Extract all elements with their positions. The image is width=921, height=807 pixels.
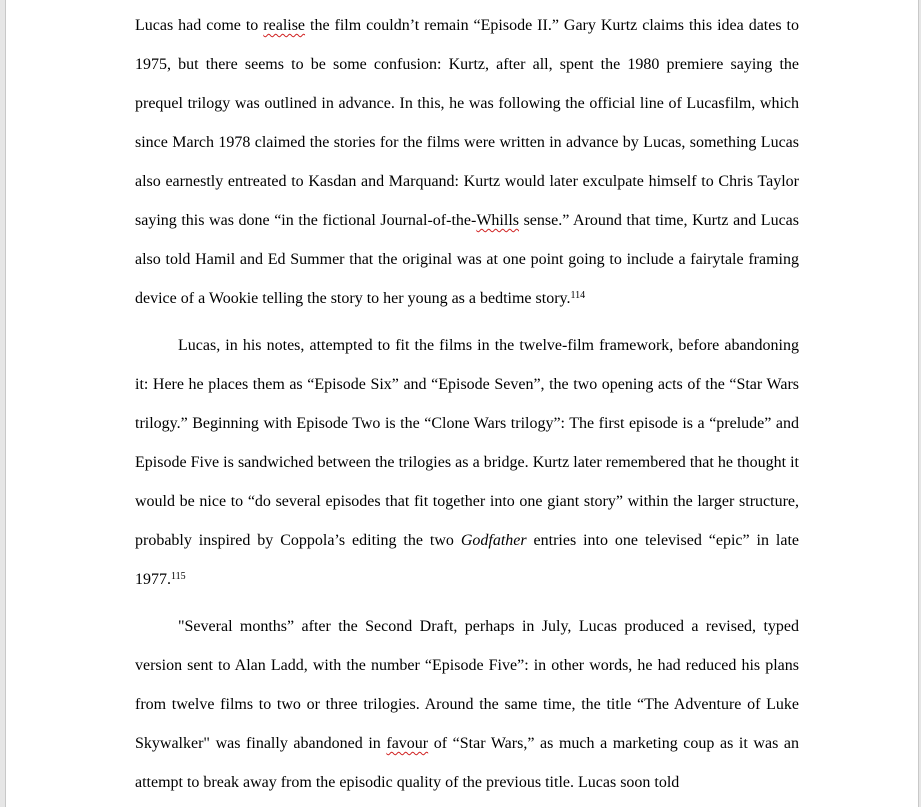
footnote-ref[interactable]: 115	[171, 571, 186, 582]
document-page	[5, 0, 919, 807]
misspelled-word[interactable]: favour	[386, 735, 429, 752]
italic-title: Godfather	[460, 532, 527, 549]
text-run: Lucas had come to	[135, 17, 264, 34]
text-run: of “Star Wars,” as much a marketing coup as it was an attempt to break away from the episodic quality of the previous title. Lucas soon told	[135, 735, 800, 791]
text-run: entries into one televised “epic” in late 1977.	[135, 532, 799, 588]
misspelled-word[interactable]: Whills	[476, 212, 519, 229]
text-run: Lucas, in his notes, attempted to fit the films in the twelve-film framework, before abandoning it: Here he places them as “Episode Six” and “Episode Seven”, the two opening acts of the “Star Wars trilogy.” Beginning with Episode Two is the “Clone Wars trilogy”: The first episode is a “prelude” and Episode Five is sandwiched between the trilogies as a bridge. Kurtz later remembered that he thought it would be nice to “do several episodes that fit together into one giant story” within the larger structure, probably inspired by Coppola’s editing the two	[135, 337, 799, 549]
paragraph-3	[135, 607, 799, 802]
text-run: "Several months” after the Second Draft, perhaps in July, Lucas produced a revised, typed version sent to Alan Ladd, with the number “Episode Five”: in other words, he had reduced his plans from twelve films to two or three trilogies. Around the same time, the title “The Adventure of Luke Skywalker" was finally abandoned in	[135, 618, 799, 752]
document-body[interactable]	[135, 6, 799, 807]
text-run: sense.” Around that time, Kurtz and Lucas also told Hamil and Ed Summer that the original was at one point going to include a fairytale framing device of a Wookie telling the story to her young as a bedtime story.	[135, 212, 800, 307]
text-run: the film couldn’t remain “Episode II.” Gary Kurtz claims this idea dates to 1975, but there seems to be some confusion: Kurtz, after all, spent the 1980 premiere saying the prequel trilogy was outlined in advance. In this, he was following the official line of Lucasfilm, which since March 1978 claimed the stories for the films were written in advance by Lucas, something Lucas also earnestly entreated to Kasdan and Marquand: Kurtz would later exculpate himself to Chris Taylor saying this was done “in the fictional Journal-of-the-	[135, 17, 799, 229]
footnote-ref[interactable]: 114	[570, 290, 586, 301]
paragraph-2	[135, 326, 799, 599]
misspelled-word[interactable]: realise	[263, 17, 306, 34]
paragraph-1	[135, 6, 799, 318]
